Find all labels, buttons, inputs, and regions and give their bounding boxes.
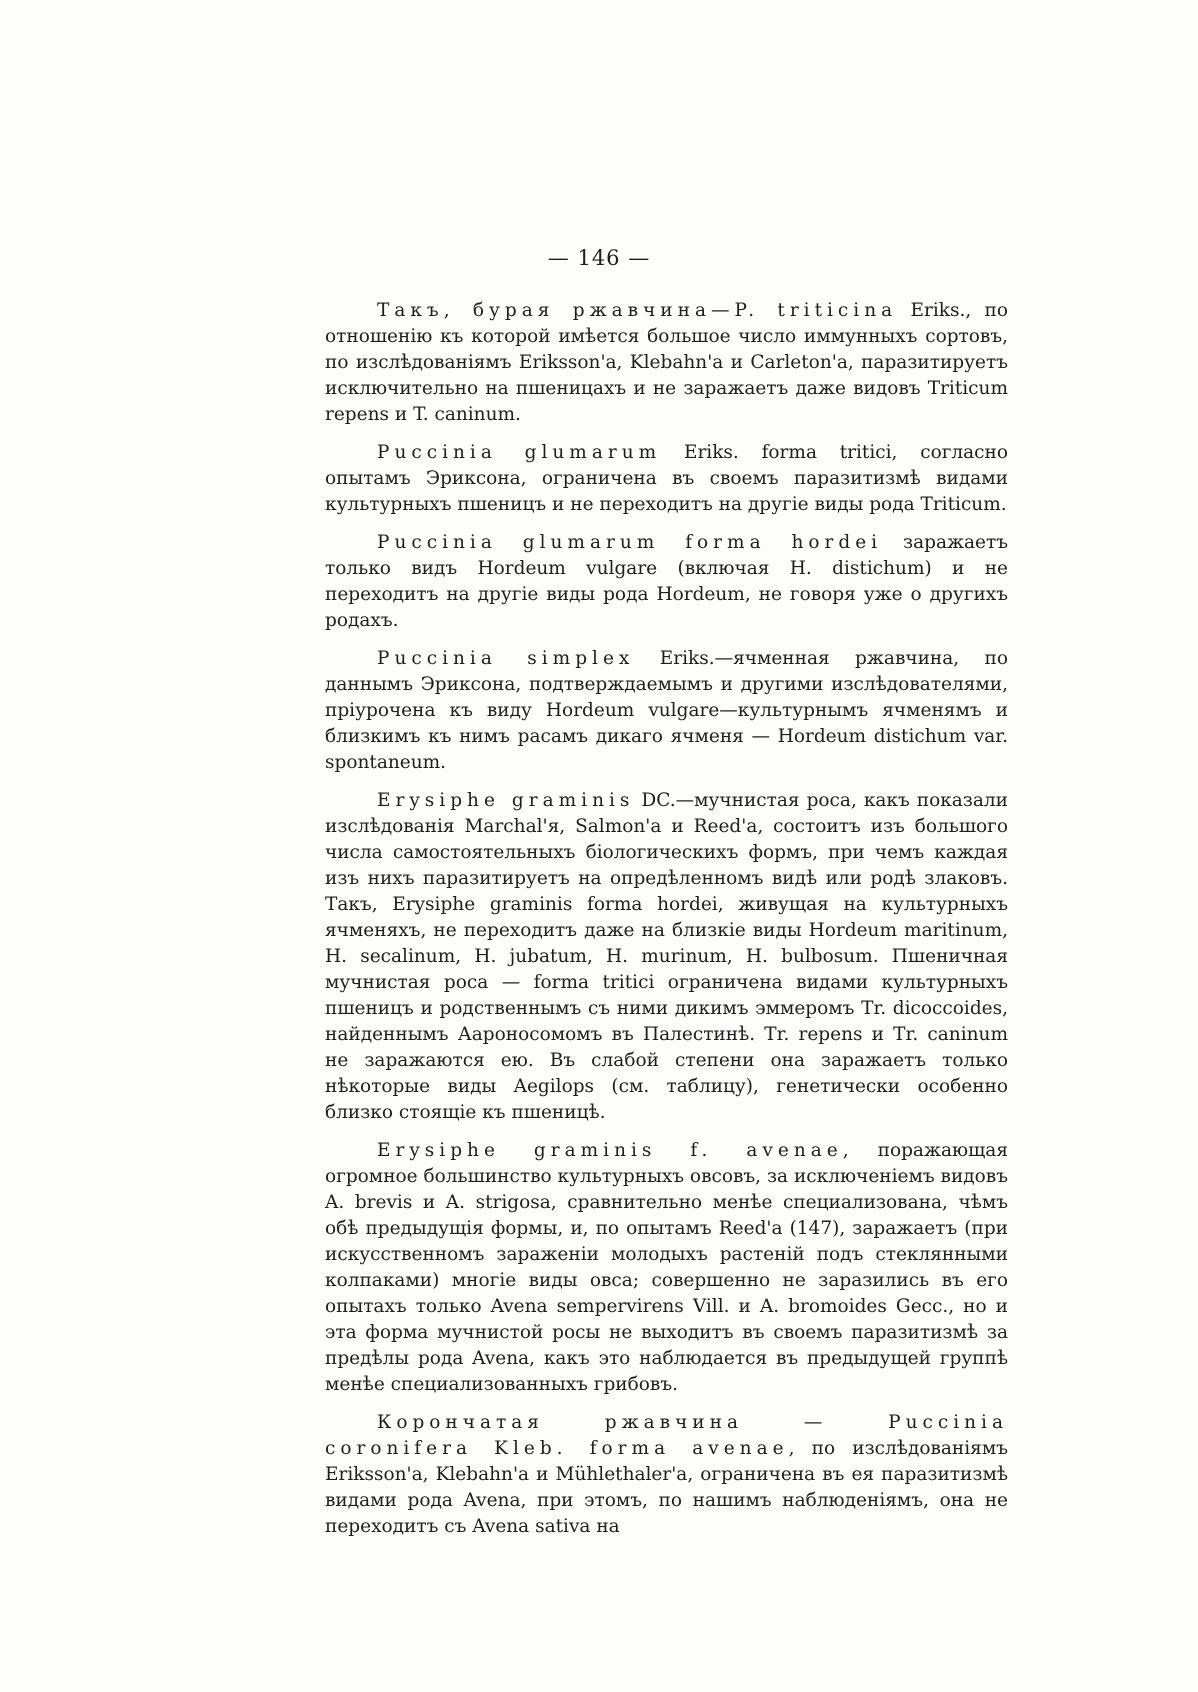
- paragraph-text: заражаетъ только видъ Hordeum vulgare (включая H. distichum) и не переходитъ на другіе виды рода Hordeum, не говоря уже о другихъ родахъ.: [325, 532, 1008, 631]
- paragraph-text: Eriks. forma tritici, согласно опытамъ Эриксона, ограничена въ своемъ паразитизмѣ видами культурныхъ пшеницъ и не переходитъ на другіе виды рода Triticum.: [325, 442, 1009, 515]
- lead-term: Puccinia glumarum forma hordei: [377, 532, 883, 553]
- lead-term: Такъ, бурая ржавчина—: [377, 300, 735, 321]
- lead-term: Puccinia glumarum: [377, 442, 662, 463]
- lead-term: Erysiphe graminis f. avenae: [377, 1140, 843, 1161]
- page-number: — 146 —: [547, 246, 651, 270]
- lead-term-species: P. triticina: [734, 300, 898, 321]
- paragraph-text: Eriks.—ячменная ржавчина, по даннымъ Эриксона, подтверждаемымъ и другими изслѣдователями, пріурочена къ виду Hordeum vulgare—культурнымъ ячменямъ и близкимъ къ нимъ расамъ дикаго ячменя — Hordeum distichum var. spontaneum.: [325, 648, 1009, 773]
- paragraph-erysiphe-graminis: [325, 788, 1008, 1126]
- lead-term: Корончатая ржавчина — Puccinia coronifera Kleb. forma avenae: [325, 1412, 1008, 1459]
- paragraph-glumarum-hordei: [325, 530, 1008, 634]
- paragraph-text: , по изслѣдованіямъ Eriksson'a, Klebahn'a и Mühlethaler'a, ограничена въ ея паразитизмѣ видами рода Avena, при этомъ, по нашимъ наблюденіямъ, она не переходитъ съ Avena sativa на: [325, 1438, 1008, 1537]
- lead-term: Erysiphe graminis: [377, 790, 635, 811]
- paragraph-brown-rust: [325, 298, 1008, 428]
- paragraph-erysiphe-avenae: [325, 1138, 1008, 1398]
- paragraph-text: DC.—мучнистая роса, какъ показали изслѣдованія Marchal'я, Salmon'a и Reed'a, состоитъ изъ большого числа самостоятельныхъ біологическихъ формъ, при чемъ каждая изъ нихъ паразитируетъ на опредѣленномъ видѣ или родѣ злаковъ. Такъ, Erysiphe graminis forma hordei, живущая на культурныхъ ячменяхъ, не переходитъ даже на близкіе виды Hordeum maritinum, H. secalinum, H. jubatum, H. murinum, H. bulbosum. Пшеничная мучнистая роса — forma tritici ограничена видами культурныхъ пшеницъ и родственнымъ съ ними дикимъ эммеромъ Tr. dicoccoides, найденнымъ Аароносомомъ въ Палестинѣ. Tr. repens и Tr. caninum не заражаются ею. Въ слабой степени она заражаетъ только нѣкоторые виды Aegilops (см. таблицу), генетически особенно близко стоящіе къ пшеницѣ.: [325, 790, 1009, 1123]
- lead-term: Puccinia simplex: [377, 648, 635, 669]
- paragraph-glumarum-tritici: [325, 440, 1008, 518]
- body-text: [325, 298, 1008, 1552]
- paragraph-text: Eriks., по отношенію къ которой имѣется большое число иммунныхъ сортовъ, по изслѣдованіямъ Eriksson'a, Klebahn'a и Carleton'a, паразитируетъ исключительно на пшеницахъ и не заражаетъ даже видовъ Triticum repens и T. caninum.: [325, 300, 1008, 425]
- paragraph-simplex: [325, 646, 1008, 776]
- paragraph-text: , поражающая огромное большинство культурныхъ овсовъ, за исключеніемъ видовъ A. brevis и A. strigosa, сравнительно менѣе специализована, чѣмъ обѣ предыдущія формы, и, по опытамъ Reed'a (147), заражаетъ (при искусственномъ зараженіи молодыхъ растеній подъ стеклянными колпаками) многіе виды овса; совершенно не заразились въ его опытахъ только Avena sempervirens Vill. и A. bromoides Gecc., но и эта форма мучнистой росы не выходитъ въ своемъ паразитизмѣ за предѣлы рода Avena, какъ это наблюдается въ предыдущей группѣ менѣе специализованныхъ грибовъ.: [325, 1140, 1009, 1395]
- paragraph-crown-rust: [325, 1410, 1008, 1540]
